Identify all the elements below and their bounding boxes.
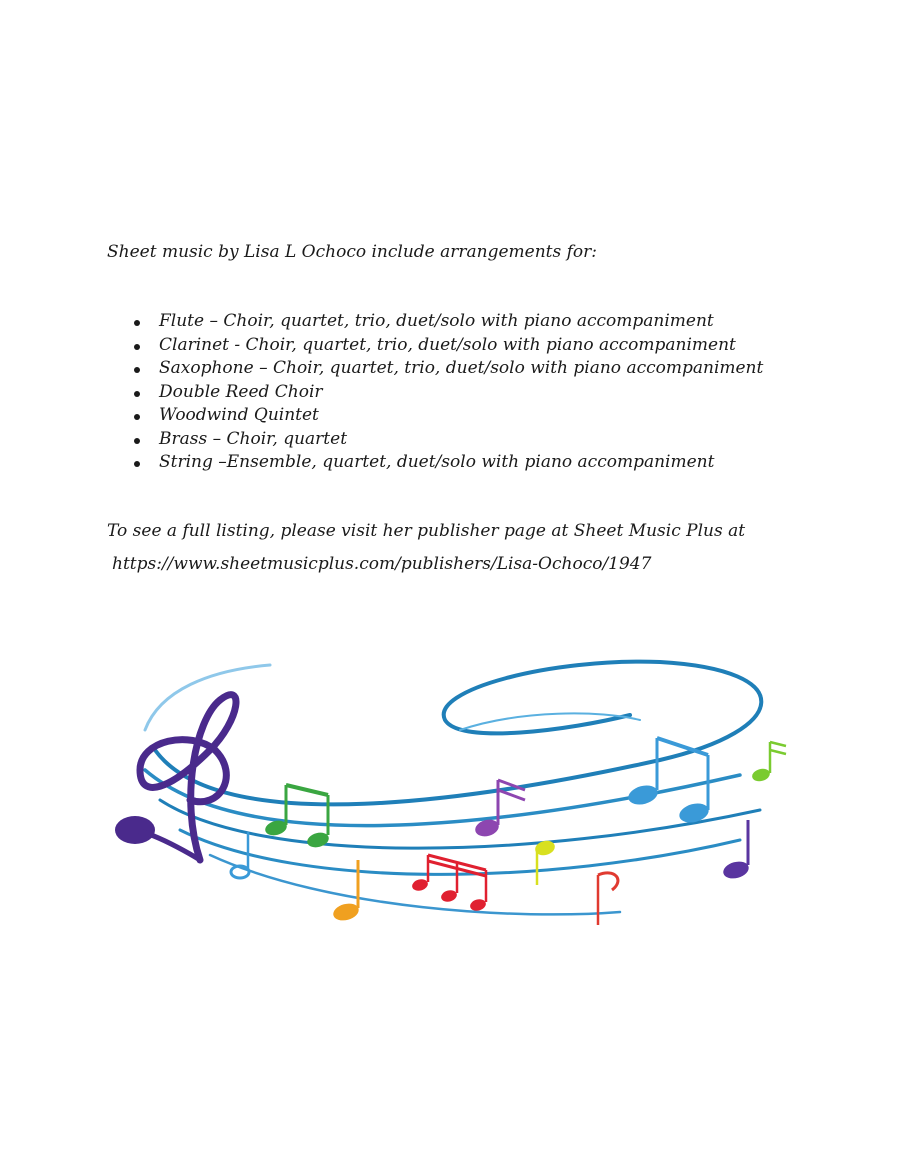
blue-notes-icon bbox=[626, 738, 711, 826]
bullet-icon bbox=[134, 391, 140, 397]
list-item bbox=[107, 357, 763, 381]
staff-line bbox=[155, 662, 761, 805]
list-item-text: Woodwind Quintet bbox=[159, 405, 319, 425]
yellow-note-icon bbox=[534, 839, 557, 885]
publisher-url: https://www.sheetmusicplus.com/publishers/Lisa-Ochoco/1947 bbox=[112, 554, 652, 574]
bullet-icon bbox=[134, 320, 140, 326]
red-notes-icon bbox=[411, 855, 487, 912]
list-item-text: Clarinet - Choir, quartet, trio, duet/solo with piano accompaniment bbox=[159, 334, 736, 355]
bullet-icon bbox=[134, 367, 140, 373]
bullet-icon bbox=[134, 344, 140, 350]
bullet-icon bbox=[134, 461, 140, 467]
bullet-icon bbox=[134, 438, 140, 444]
arrangement-list bbox=[107, 310, 763, 475]
list-item bbox=[107, 428, 763, 452]
list-item bbox=[107, 310, 763, 334]
intro-text: Sheet music by Lisa L Ochoco include arrangements for: bbox=[107, 242, 598, 262]
dark-purple-note-icon bbox=[721, 820, 750, 881]
music-notes-illustration bbox=[100, 650, 800, 940]
staff-line bbox=[460, 713, 640, 730]
list-item-text: Brass – Choir, quartet bbox=[159, 428, 348, 449]
bullet-icon bbox=[134, 414, 140, 420]
list-item bbox=[107, 381, 763, 405]
treble-clef-icon bbox=[115, 695, 236, 860]
list-item bbox=[107, 404, 763, 428]
list-item-text: Saxophone – Choir, quartet, trio, duet/solo with piano accompaniment bbox=[159, 358, 764, 378]
list-item-text: Flute – Choir, quartet, trio, duet/solo with piano accompaniment bbox=[159, 311, 714, 331]
staff-line bbox=[160, 800, 760, 848]
list-item bbox=[107, 451, 763, 475]
lime-note-icon bbox=[751, 742, 786, 783]
list-item-text: String –Ensemble, quartet, duet/solo with piano accompaniment bbox=[159, 452, 715, 472]
list-item bbox=[107, 334, 763, 358]
list-item-text: Double Reed Choir bbox=[159, 381, 323, 402]
listing-text: To see a full listing, please visit her publisher page at Sheet Music Plus at bbox=[107, 521, 746, 541]
red-open-note-icon bbox=[598, 873, 618, 925]
